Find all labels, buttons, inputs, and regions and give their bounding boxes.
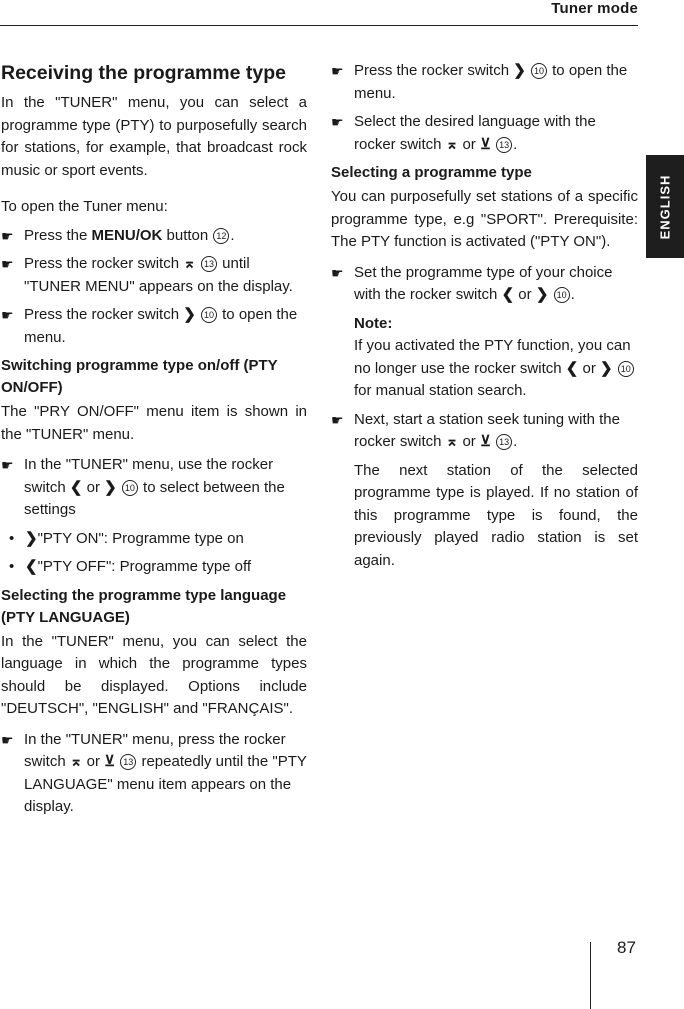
rocker-right-icon: ❯ [183,306,196,323]
footer-divider [590,942,591,1009]
pty-on-off-text: The "PRY ON/OFF" menu item is shown in the "TUNER" menu. [1,403,307,443]
note-text: If you activated the PTY function, you can no longer use the rocker switch ❮ or ❯ 10 for manual station search. [354,335,638,403]
pointing-hand-icon: ☛ [1,307,14,323]
reference-number-icon: 10 [554,287,570,303]
page-number: 87 [617,938,636,957]
instruction-step: ☛ In the "TUNER" menu, use the rocker switch ❮ or ❯ 10 to select between the settings [1,456,285,518]
rocker-right-icon: ❯ [104,478,117,496]
pointing-hand-icon: ☛ [331,264,344,281]
rocker-up-icon: ⌅ [183,255,196,272]
rocker-down-icon: ⊻ [104,753,116,770]
pointing-hand-icon: ☛ [1,457,14,473]
subheading-pty-on-off: Switching programme type on/off (PTY ON/OFF) [1,357,278,396]
rocker-up-icon: ⌅ [445,433,459,450]
rocker-down-icon: ⊻ [479,135,491,153]
rocker-right-icon: ❯ [600,359,613,377]
bullet-icon: • [9,529,15,547]
pointing-hand-icon: ☛ [331,411,344,428]
rocker-right-icon: ❯ [25,529,38,547]
open-menu-text: To open the Tuner menu: [1,198,168,215]
rocker-left-icon: ❮ [565,359,579,377]
pointing-hand-icon: ☛ [1,256,14,272]
rocker-left-icon: ❮ [25,558,38,575]
rocker-left-icon: ❮ [501,286,515,303]
reference-number-icon: 13 [201,256,217,272]
rocker-down-icon: ⊻ [479,433,491,450]
instruction-step: ☛ Press the rocker switch ❯ 10 to open the menu. [1,306,298,346]
rocker-up-icon: ⌅ [69,753,83,770]
rocker-right-icon: ❯ [535,286,549,303]
result-text: The next station of the selected programme type is played. If no station of this programme type is found, the previously played radio station is set again. [354,461,638,569]
pointing-hand-icon: ☛ [1,731,14,748]
pointing-hand-icon: ☛ [331,63,344,79]
pointing-hand-icon: ☛ [1,227,14,244]
subheading-pty-language: Selecting the programme type language (PTY LANGUAGE) [1,586,287,626]
right-column [331,60,638,578]
reference-number-icon: 10 [531,63,547,79]
reference-number-icon: 13 [496,434,512,450]
language-tab-label: ENGLISH [657,174,673,239]
reference-number-icon: 12 [213,228,229,244]
bullet-icon: • [9,558,15,575]
list-item: • ❯"PTY ON": Programme type on [1,528,307,551]
rocker-left-icon: ❮ [69,478,83,496]
page-header [0,0,638,26]
note-block [331,313,638,403]
select-programme-type-text: You can purposefully set stations of a specific programme type, e.g "SPORT". Prerequisite: The PTY function is activated ("PTY ON"). [331,188,638,250]
instruction-step: ☛ Press the rocker switch ❯ 10 to open the menu. [331,62,628,102]
rocker-up-icon: ⌅ [445,135,459,153]
instruction-step: ☛ Select the desired language with the rocker switch ⌅ or ⊻ 13 . [331,111,638,156]
reference-number-icon: 13 [120,754,136,770]
instruction-step: ☛ Set the programme type of your choice with the rocker switch ❮ or ❯ 10 . [331,262,638,307]
reference-number-icon: 10 [201,307,217,323]
instruction-step: ☛ Press the MENU/OK button 12 . [1,225,307,248]
rocker-right-icon: ❯ [513,62,526,79]
instruction-step: ☛ Next, start a station seek tuning with the rocker switch ⌅ or ⊻ 13 . [331,409,638,454]
pty-language-text: In the "TUNER" menu, you can select the language in which the programme types should be displayed. Options include "DEUTSCH", "ENGLISH" and "FRANÇAIS". [1,632,307,717]
left-column [1,60,307,825]
instruction-step: ☛ Press the rocker switch ⌅ 13 until "TUNER MENU" appears on the display. [1,255,293,295]
header-title: Tuner mode [551,0,638,17]
reference-number-icon: 10 [618,361,634,377]
subheading-select-programme-type: Selecting a programme type [331,164,532,181]
list-item: • ❮"PTY OFF": Programme type off [1,556,307,579]
pointing-hand-icon: ☛ [331,114,344,130]
section-heading-programme-type: Receiving the programme type [1,62,286,84]
reference-number-icon: 13 [496,137,512,153]
reference-number-icon: 10 [122,480,138,496]
menu-ok-label: MENU/OK [91,226,163,244]
instruction-step: ☛ In the "TUNER" menu, press the rocker switch ⌅ or ⊻ 13 repeatedly until the "PTY LANGUAGE" menu item appears on the display. [1,730,307,815]
note-label: Note: [354,314,393,332]
language-tab [646,155,684,258]
intro-paragraph: In the "TUNER" menu, you can select a programme type (PTY) to purposefully search for stations, for example, that broadcast rock music or sport events. [1,94,307,179]
